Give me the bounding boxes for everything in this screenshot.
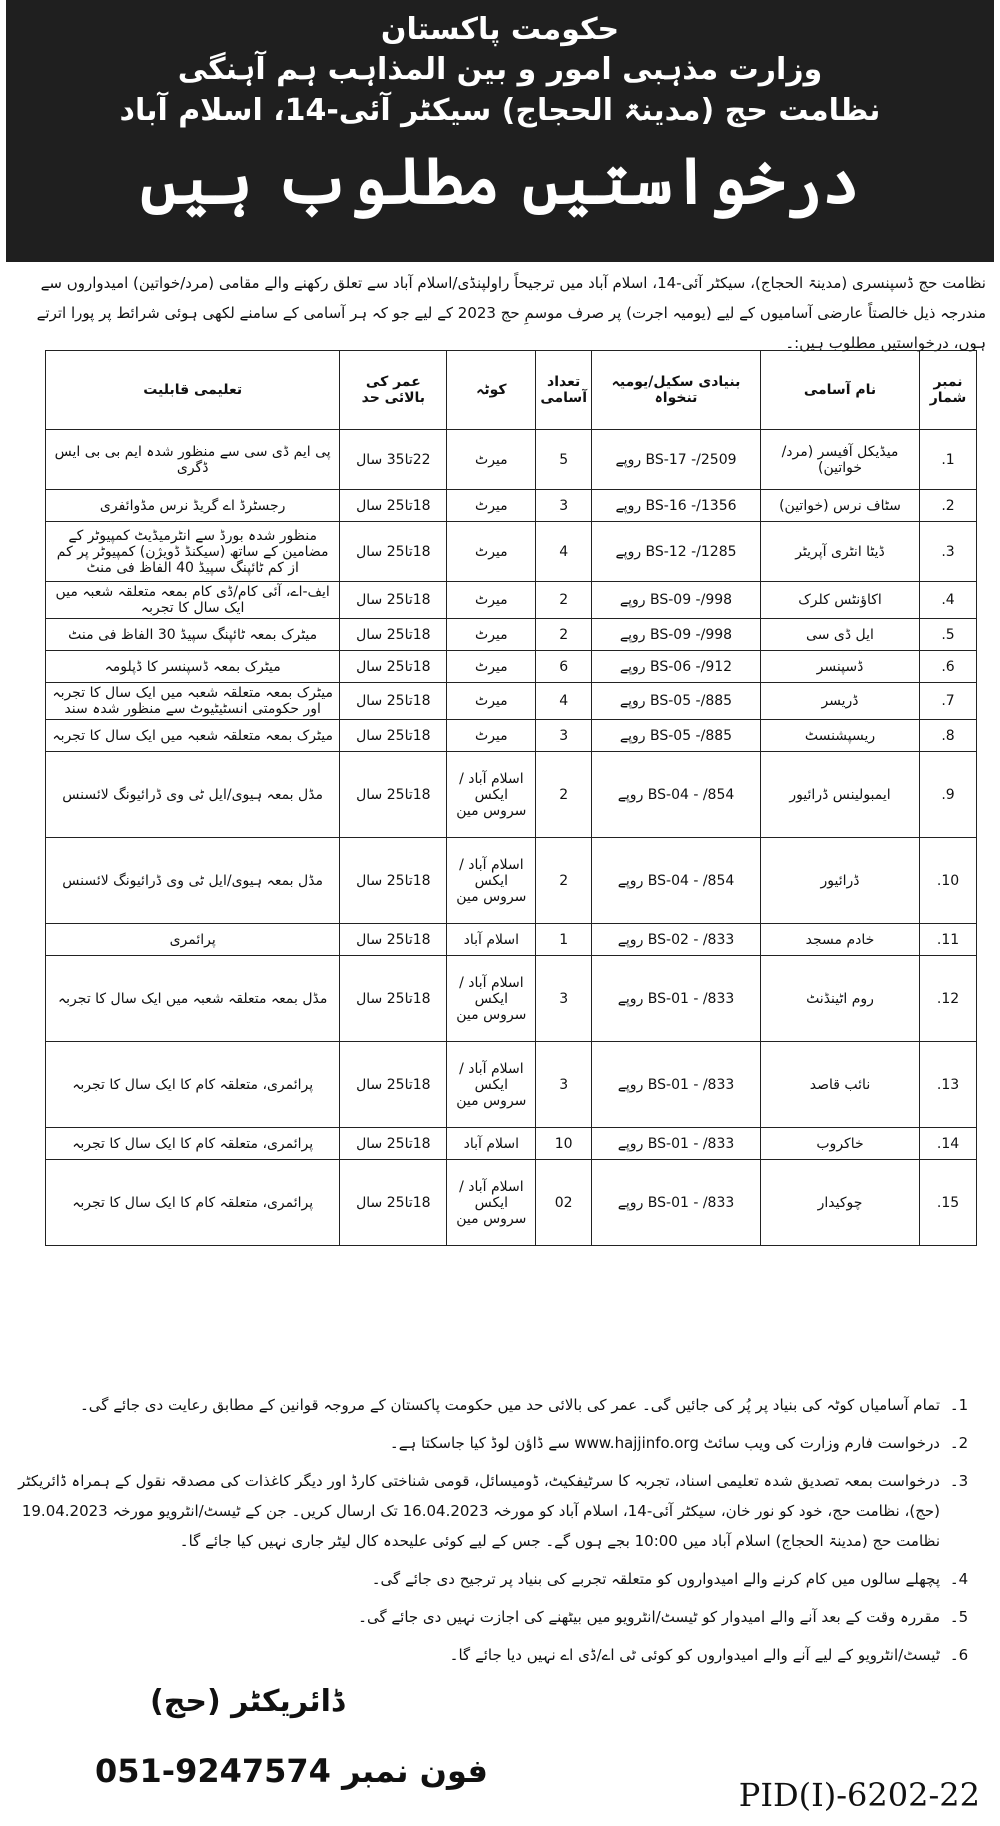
pay-cell: BS-04 - /854 روپے — [592, 752, 761, 838]
table-row — [46, 838, 977, 924]
quota-cell: میرٹ — [447, 619, 536, 651]
sno-cell: 7. — [920, 683, 977, 720]
qualification-cell: منظور شدہ بورڈ سے انٹرمیڈیٹ کمپیوٹر کے مضامین کے ساتھ (سیکنڈ ڈویژن) کمپیوٹر پر کم از کم ٹائپنگ سپیڈ 40 الفاظ فی منٹ — [46, 522, 340, 582]
pay-cell: BS-06 -/912 روپے — [592, 651, 761, 683]
sno-cell: 6. — [920, 651, 977, 683]
instruction-number: 4۔ — [949, 1570, 969, 1588]
pay-cell: BS-01 - /833 روپے — [592, 1128, 761, 1160]
age-cell: 22تا35 سال — [340, 430, 447, 490]
age-cell: 18تا25 سال — [340, 838, 447, 924]
count-cell: 2 — [536, 838, 592, 924]
count-cell: 6 — [536, 651, 592, 683]
qualification-cell: پرائمری، متعلقہ کام کا ایک سال کا تجربہ — [46, 1042, 340, 1128]
count-cell: 3 — [536, 1042, 592, 1128]
age-cell: 18تا25 سال — [340, 490, 447, 522]
qualification-cell: پرائمری، متعلقہ کام کا ایک سال کا تجربہ — [46, 1128, 340, 1160]
qualification-cell: پرائمری — [46, 924, 340, 956]
sno-cell: 1. — [920, 430, 977, 490]
instruction-number: 2۔ — [949, 1434, 969, 1452]
pay-cell: BS-04 - /854 روپے — [592, 838, 761, 924]
table-row — [46, 490, 977, 522]
quota-cell: اسلام آباد — [447, 924, 536, 956]
quota-cell: میرٹ — [447, 490, 536, 522]
count-cell: 4 — [536, 683, 592, 720]
post-cell: سٹاف نرس (خواتین) — [761, 490, 920, 522]
sno-cell: 14. — [920, 1128, 977, 1160]
quota-cell: اسلام آباد / ایکس سروس مین — [447, 1042, 536, 1128]
post-cell: ڈسپنسر — [761, 651, 920, 683]
age-cell: 18تا25 سال — [340, 619, 447, 651]
sno-cell: 12. — [920, 956, 977, 1042]
post-cell: ڈیٹا انٹری آپریٹر — [761, 522, 920, 582]
sno-cell: 8. — [920, 720, 977, 752]
instruction-item — [14, 1640, 974, 1670]
qualification-cell: میٹرک بمعہ ٹائپنگ سپیڈ 30 الفاظ فی منٹ — [46, 619, 340, 651]
post-cell: ریسپشنسٹ — [761, 720, 920, 752]
table-row — [46, 752, 977, 838]
age-cell: 18تا25 سال — [340, 924, 447, 956]
table-row — [46, 522, 977, 582]
instruction-text: ٹیسٹ/انٹرویو کے لیے آنے والے امیدواروں کو کوئی ٹی اے/ڈی اے نہیں دیا جائے گا۔ — [449, 1646, 940, 1664]
table-row — [46, 1128, 977, 1160]
quota-cell: میرٹ — [447, 651, 536, 683]
col-age: عمر کی بالائی حد — [340, 351, 447, 430]
post-cell: روم اٹینڈنٹ — [761, 956, 920, 1042]
quota-cell: اسلام آباد / ایکس سروس مین — [447, 1160, 536, 1246]
table-row — [46, 924, 977, 956]
qualification-cell: ایف-اے، آئی کام/ڈی کام بمعہ متعلقہ شعبہ میں ایک سال کا تجربہ — [46, 582, 340, 619]
table-header-row — [46, 351, 977, 430]
table-row — [46, 582, 977, 619]
age-cell: 18تا25 سال — [340, 651, 447, 683]
age-cell: 18تا25 سال — [340, 956, 447, 1042]
sno-cell: 13. — [920, 1042, 977, 1128]
phone-label: فون نمبر — [342, 1752, 488, 1790]
instruction-text: درخواست بمعہ تصدیق شدہ تعلیمی اسناد، تجربہ کا سرٹیفکیٹ، ڈومیسائل، قومی شناختی کارڈ اور دیگر کاغذات کی مصدقہ نقول کے ہمراہ ڈائریکٹر (حج)، نظامت حج، خود کو نور خان، سیکٹر آئی-14، اسلام آباد کو مورخہ 16.04.2023 تک ارسال کریں۔ جن کے ٹیسٹ/انٹرویو مورخہ 19.04.2023 نظامت حج (مدینۃ الحجاج) اسلام آباد میں 10:00 بجے ہوں گے۔ جس کے لیے کوئی علیحدہ کال لیٹر جاری نہیں کیا جائے گا۔ — [18, 1472, 940, 1550]
instruction-item — [14, 1390, 974, 1420]
header-banner — [6, 0, 994, 262]
instruction-text: درخواست فارم وزارت کی ویب سائٹ www.hajjinfo.org سے ڈاؤن لوڈ کیا جاسکتا ہے۔ — [389, 1434, 940, 1452]
ad-headline: درخواستیں مطلوب ہیں — [140, 144, 860, 219]
post-cell: چوکیدار — [761, 1160, 920, 1246]
age-cell: 18تا25 سال — [340, 582, 447, 619]
sno-cell: 4. — [920, 582, 977, 619]
instruction-item — [14, 1602, 974, 1632]
intro-paragraph: نظامت حج ڈسپنسری (مدینۃ الحجاج)، سیکٹر آئی-14، اسلام آباد میں ترجیحاً راولپنڈی/اسلام آباد سے تعلق رکھنے والے مقامی (مرد/خواتین) امیدواروں سے مندرجہ ذیل خالصتاً عارضی آسامیوں کے لیے (یومیہ اجرت) پر صرف موسمِ حج 2023 کے لیے جو کہ ہر آسامی کے سامنے لکھی ہوئی شرائط پر پورا اترتے ہوں، درخواستیں مطلوب ہیں:۔ — [36, 274, 986, 352]
instruction-number: 3۔ — [949, 1472, 969, 1490]
instruction-number: 1۔ — [949, 1396, 969, 1414]
pay-cell: BS-17 -/2509 روپے — [592, 430, 761, 490]
qualification-cell: مڈل بمعہ ہیوی/ایل ٹی وی ڈرائیونگ لائسنس — [46, 752, 340, 838]
table-row — [46, 1042, 977, 1128]
signatory-designation: ڈائریکٹر (حج) — [150, 1684, 345, 1719]
pay-cell: BS-05 -/885 روپے — [592, 683, 761, 720]
quota-cell: اسلام آباد / ایکس سروس مین — [447, 838, 536, 924]
post-cell: خادم مسجد — [761, 924, 920, 956]
age-cell: 18تا25 سال — [340, 1160, 447, 1246]
count-cell: 4 — [536, 522, 592, 582]
col-count: تعداد آسامی — [536, 351, 592, 430]
sno-cell: 11. — [920, 924, 977, 956]
table-row — [46, 956, 977, 1042]
sno-cell: 10. — [920, 838, 977, 924]
qualification-cell: میٹرک بمعہ متعلقہ شعبہ میں ایک سال کا تجربہ — [46, 720, 340, 752]
post-cell: ڈرائیور — [761, 838, 920, 924]
count-cell: 02 — [536, 1160, 592, 1246]
qualification-cell: پی ایم ڈی سی سے منظور شدہ ایم بی بی ایس ڈگری — [46, 430, 340, 490]
age-cell: 18تا25 سال — [340, 522, 447, 582]
quota-cell: اسلام آباد / ایکس سروس مین — [447, 956, 536, 1042]
pay-cell: BS-02 - /833 روپے — [592, 924, 761, 956]
pay-cell: BS-12 -/1285 روپے — [592, 522, 761, 582]
pay-cell: BS-09 -/998 روپے — [592, 619, 761, 651]
pay-cell: BS-16 -/1356 روپے — [592, 490, 761, 522]
instruction-item — [14, 1564, 974, 1594]
pay-cell: BS-01 - /833 روپے — [592, 1160, 761, 1246]
pay-cell: BS-05 -/885 روپے — [592, 720, 761, 752]
count-cell: 2 — [536, 582, 592, 619]
phone-line — [95, 1752, 488, 1790]
pay-cell: BS-01 - /833 روپے — [592, 956, 761, 1042]
qualification-cell: پرائمری، متعلقہ کام کا ایک سال کا تجربہ — [46, 1160, 340, 1246]
sno-cell: 5. — [920, 619, 977, 651]
qualification-cell: مڈل بمعہ ہیوی/ایل ٹی وی ڈرائیونگ لائسنس — [46, 838, 340, 924]
quota-cell: میرٹ — [447, 683, 536, 720]
qualification-cell: رجسٹرڈ اے گریڈ نرس مڈوائفری — [46, 490, 340, 522]
sno-cell: 3. — [920, 522, 977, 582]
post-cell: نائب قاصد — [761, 1042, 920, 1128]
table-row — [46, 619, 977, 651]
col-quota: کوٹہ — [447, 351, 536, 430]
col-pay: بنیادی سکیل/یومیہ تنخواہ — [592, 351, 761, 430]
age-cell: 18تا25 سال — [340, 752, 447, 838]
phone-number: 051-9247574 — [95, 1752, 331, 1790]
col-sno: نمبر شمار — [920, 351, 977, 430]
age-cell: 18تا25 سال — [340, 720, 447, 752]
age-cell: 18تا25 سال — [340, 683, 447, 720]
count-cell: 2 — [536, 619, 592, 651]
count-cell: 2 — [536, 752, 592, 838]
instruction-number: 6۔ — [949, 1646, 969, 1664]
post-cell: ڈریسر — [761, 683, 920, 720]
table-row — [46, 651, 977, 683]
sno-cell: 9. — [920, 752, 977, 838]
qualification-cell: میٹرک بمعہ متعلقہ شعبہ میں ایک سال کا تجربہ اور حکومتی انسٹیٹیوٹ سے منظور شدہ سند — [46, 683, 340, 720]
count-cell: 10 — [536, 1128, 592, 1160]
ministry-title: وزارت مذہبی امور و بین المذاہب ہم آہنگی — [177, 52, 823, 87]
post-cell: میڈیکل آفیسر (مرد/خواتین) — [761, 430, 920, 490]
instruction-item — [14, 1428, 974, 1458]
quota-cell: میرٹ — [447, 582, 536, 619]
directorate-title: نظامت حج (مدینۃ الحجاج) سیکٹر آئی-14، اسلام آباد — [119, 93, 881, 128]
post-cell: خاکروب — [761, 1128, 920, 1160]
sno-cell: 2. — [920, 490, 977, 522]
quota-cell: میرٹ — [447, 430, 536, 490]
quota-cell: اسلام آباد — [447, 1128, 536, 1160]
post-cell: اکاؤنٹس کلرک — [761, 582, 920, 619]
quota-cell: اسلام آباد / ایکس سروس مین — [447, 752, 536, 838]
age-cell: 18تا25 سال — [340, 1128, 447, 1160]
pid-number: PID(I)-6202-22 — [738, 1776, 980, 1814]
post-cell: ایمبولینس ڈرائیور — [761, 752, 920, 838]
qualification-cell: مڈل بمعہ متعلقہ شعبہ میں ایک سال کا تجربہ — [46, 956, 340, 1042]
instructions-list — [14, 1390, 974, 1678]
govt-title: حکومت پاکستان — [380, 12, 620, 47]
instruction-text: مقررہ وقت کے بعد آنے والے امیدوار کو ٹیسٹ/انٹرویو میں بیٹھنے کی اجازت نہیں دی جائے گی۔ — [358, 1608, 940, 1626]
instruction-text: پچھلے سالوں میں کام کرنے والے امیدواروں کو متعلقہ تجربے کی بنیاد پر ترجیح دی جائے گی۔ — [371, 1570, 940, 1588]
table-row — [46, 1160, 977, 1246]
table-row — [46, 720, 977, 752]
count-cell: 3 — [536, 720, 592, 752]
age-cell: 18تا25 سال — [340, 1042, 447, 1128]
qualification-cell: میٹرک بمعہ ڈسپنسر کا ڈپلومہ — [46, 651, 340, 683]
post-cell: ایل ڈی سی — [761, 619, 920, 651]
quota-cell: میرٹ — [447, 522, 536, 582]
instruction-text: تمام آسامیاں کوٹہ کی بنیاد پر پُر کی جائیں گی۔ عمر کی بالائی حد میں حکومت پاکستان کے مروجہ قوانین کے مطابق رعایت دی جائے گی۔ — [80, 1396, 940, 1414]
table-row — [46, 683, 977, 720]
count-cell: 3 — [536, 956, 592, 1042]
instruction-number: 5۔ — [949, 1608, 969, 1626]
pay-cell: BS-09 -/998 روپے — [592, 582, 761, 619]
quota-cell: میرٹ — [447, 720, 536, 752]
count-cell: 5 — [536, 430, 592, 490]
sno-cell: 15. — [920, 1160, 977, 1246]
table-row — [46, 430, 977, 490]
count-cell: 1 — [536, 924, 592, 956]
col-post: نام آسامی — [761, 351, 920, 430]
instruction-item — [14, 1466, 974, 1556]
col-qualification: تعلیمی قابلیت — [46, 351, 340, 430]
pay-cell: BS-01 - /833 روپے — [592, 1042, 761, 1128]
vacancy-table — [45, 350, 977, 1246]
count-cell: 3 — [536, 490, 592, 522]
